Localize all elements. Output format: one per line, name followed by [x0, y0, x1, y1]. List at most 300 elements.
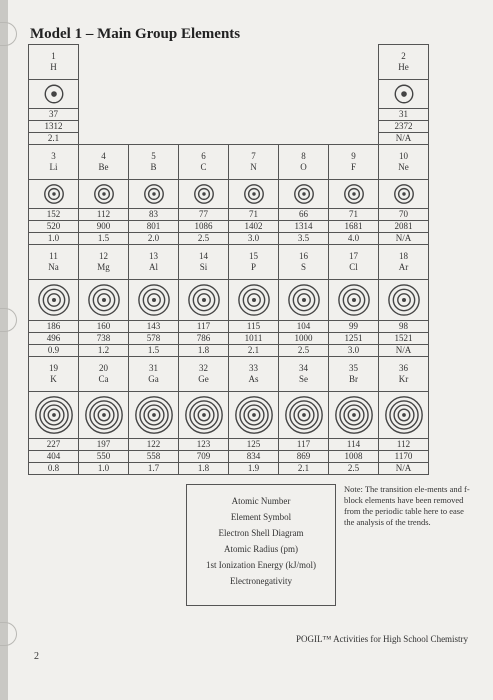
atomic-radius: 186: [29, 321, 79, 333]
atomic-radius: 98: [379, 321, 429, 333]
electron-shell-diagram: [392, 82, 416, 106]
atomic-radius: 37: [29, 109, 79, 121]
atomic-number: 33: [249, 363, 258, 373]
electron-shell-diagram: [186, 282, 222, 318]
element-se-header: [279, 357, 329, 392]
atomic-radius: 123: [179, 439, 229, 451]
electron-shell-diagram: [183, 394, 225, 436]
element-kr-shell-cell: [379, 392, 429, 439]
period-1-radius: [29, 109, 429, 121]
element-ga-shell-cell: [129, 392, 179, 439]
element-as-shell-cell: [229, 392, 279, 439]
nucleus: [202, 413, 206, 417]
atomic-number: 35: [349, 363, 358, 373]
period-3-symbols: [29, 245, 429, 280]
electron-shell-diagram: [92, 182, 116, 206]
element-symbol: Al: [149, 262, 158, 272]
ionization-energy: 900: [79, 221, 129, 233]
period-3-radius: [29, 321, 429, 333]
electronegativity: 1.2: [79, 345, 129, 357]
nucleus: [402, 298, 406, 302]
electronegativity: 2.1: [29, 133, 79, 145]
empty-cell: [329, 121, 379, 133]
ionization-energy: 1402: [229, 221, 279, 233]
atomic-number: 7: [251, 151, 256, 161]
atomic-number: 17: [349, 251, 358, 261]
empty-cell: [129, 45, 179, 80]
atomic-radius: 104: [279, 321, 329, 333]
empty-cell: [279, 133, 329, 145]
element-si-header: [179, 245, 229, 280]
period-4-electronegativity: [29, 463, 429, 475]
electron-shell-diagram: [133, 394, 175, 436]
electronegativity: 1.5: [79, 233, 129, 245]
electron-shell-diagram: [86, 282, 122, 318]
ionization-energy: 1521: [379, 333, 429, 345]
atomic-radius: 31: [379, 109, 429, 121]
atomic-number: 19: [49, 363, 58, 373]
electronegativity: N/A: [379, 233, 429, 245]
element-ar-shell-cell: [379, 280, 429, 321]
element-b-header: [129, 145, 179, 180]
electronegativity: 1.7: [129, 463, 179, 475]
ionization-energy: 520: [29, 221, 79, 233]
element-symbol: N: [250, 162, 257, 172]
element-symbol: Ca: [98, 374, 109, 384]
atomic-number: 6: [201, 151, 206, 161]
element-ge-shell-cell: [179, 392, 229, 439]
period-4-shells: [29, 392, 429, 439]
element-symbol: Ar: [398, 262, 409, 272]
electronegativity: 2.1: [229, 345, 279, 357]
empty-cell: [79, 121, 129, 133]
electronegativity: 2.0: [129, 233, 179, 245]
electron-shell-diagram: [383, 394, 425, 436]
ionization-energy: 1312: [29, 121, 79, 133]
element-li-shell-cell: [29, 180, 79, 209]
element-kr-header: [379, 357, 429, 392]
atomic-radius: 112: [79, 209, 129, 221]
nucleus: [51, 91, 57, 97]
element-n-shell-cell: [229, 180, 279, 209]
atomic-radius: 227: [29, 439, 79, 451]
electron-shell-diagram: [292, 182, 316, 206]
ionization-energy: 1681: [329, 221, 379, 233]
atomic-radius: 160: [79, 321, 129, 333]
element-s-header: [279, 245, 329, 280]
element-symbol: Na: [48, 262, 59, 272]
empty-cell: [279, 45, 329, 80]
atomic-radius: 117: [279, 439, 329, 451]
electronegativity: 1.5: [129, 345, 179, 357]
element-ca-shell-cell: [79, 392, 129, 439]
ionization-energy: 550: [79, 451, 129, 463]
ionization-energy: 786: [179, 333, 229, 345]
period-3-shells: [29, 280, 429, 321]
nucleus: [52, 413, 56, 417]
empty-cell: [279, 109, 329, 121]
element-symbol: K: [50, 374, 57, 384]
atomic-number: 10: [399, 151, 408, 161]
element-he-shell-cell: [379, 80, 429, 109]
binder-hole: [0, 622, 17, 646]
electronegativity: 1.9: [229, 463, 279, 475]
electronegativity: 3.0: [329, 345, 379, 357]
electron-shell-diagram: [136, 282, 172, 318]
electronegativity: 3.0: [229, 233, 279, 245]
electron-shell-diagram: [286, 282, 322, 318]
transition-note: Note: The transition ele-ments and f-block elements have been removed from the periodic table here to ease the analysis of the trends.: [344, 484, 470, 527]
electron-shell-diagram: [42, 182, 66, 206]
period-2-radius: [29, 209, 429, 221]
legend-atomic-number: Atomic Number: [231, 496, 291, 506]
page-title: Model 1 – Main Group Elements: [30, 26, 241, 42]
periodic-table: [28, 44, 429, 475]
electronegativity: 0.8: [29, 463, 79, 475]
electron-shell-diagram: [386, 282, 422, 318]
nucleus: [102, 192, 105, 195]
electronegativity: 2.5: [329, 463, 379, 475]
element-br-header: [329, 357, 379, 392]
legend-element-symbol: Element Symbol: [230, 512, 292, 522]
element-n-header: [229, 145, 279, 180]
ionization-energy: 1008: [329, 451, 379, 463]
element-ne-shell-cell: [379, 180, 429, 209]
empty-cell: [79, 109, 129, 121]
nucleus: [402, 413, 406, 417]
atomic-radius: 125: [229, 439, 279, 451]
empty-cell: [229, 133, 279, 145]
electron-shell-diagram: [33, 394, 75, 436]
ionization-energy: 1000: [279, 333, 329, 345]
nucleus: [352, 413, 356, 417]
nucleus: [302, 298, 306, 302]
ionization-energy: 2081: [379, 221, 429, 233]
legend-box: [186, 484, 336, 606]
element-symbol: P: [250, 262, 256, 272]
empty-cell: [279, 121, 329, 133]
ionization-energy: 558: [129, 451, 179, 463]
atomic-number: 20: [99, 363, 108, 373]
ionization-energy: 578: [129, 333, 179, 345]
period-2-ionization: [29, 221, 429, 233]
element-p-shell-cell: [229, 280, 279, 321]
nucleus: [252, 192, 255, 195]
atomic-radius: 152: [29, 209, 79, 221]
ionization-energy: 709: [179, 451, 229, 463]
atomic-number: 32: [199, 363, 208, 373]
empty-cell: [329, 45, 379, 80]
element-f-shell-cell: [329, 180, 379, 209]
atomic-radius: 99: [329, 321, 379, 333]
period-1-ionization: [29, 121, 429, 133]
nucleus: [401, 91, 407, 97]
atomic-radius: 143: [129, 321, 179, 333]
electron-shell-diagram: [236, 282, 272, 318]
atomic-number: 9: [351, 151, 356, 161]
element-ne-header: [379, 145, 429, 180]
empty-cell: [229, 80, 279, 109]
element-be-shell-cell: [79, 180, 129, 209]
element-symbol: Si: [199, 262, 208, 272]
electronegativity: 2.1: [279, 463, 329, 475]
atomic-radius: 112: [379, 439, 429, 451]
atomic-number: 15: [249, 251, 258, 261]
empty-cell: [179, 80, 229, 109]
atomic-radius: 117: [179, 321, 229, 333]
element-symbol: F: [350, 162, 356, 172]
element-symbol: As: [248, 374, 259, 384]
atomic-radius: 122: [129, 439, 179, 451]
empty-cell: [79, 133, 129, 145]
element-symbol: Ga: [148, 374, 159, 384]
empty-cell: [329, 133, 379, 145]
atomic-radius: 66: [279, 209, 329, 221]
element-be-header: [79, 145, 129, 180]
electronegativity: 3.5: [279, 233, 329, 245]
atomic-number: 11: [49, 251, 58, 261]
element-s-shell-cell: [279, 280, 329, 321]
legend-shell-diagram: Electron Shell Diagram: [218, 528, 304, 538]
element-p-header: [229, 245, 279, 280]
element-h-shell-cell: [29, 80, 79, 109]
atomic-number: 34: [299, 363, 308, 373]
ionization-energy: 1251: [329, 333, 379, 345]
element-symbol: Be: [98, 162, 109, 172]
empty-cell: [129, 133, 179, 145]
element-o-header: [279, 145, 329, 180]
nucleus: [52, 298, 56, 302]
nucleus: [102, 413, 106, 417]
element-cl-header: [329, 245, 379, 280]
empty-cell: [129, 121, 179, 133]
period-4-symbols: [29, 357, 429, 392]
period-3-ionization: [29, 333, 429, 345]
electronegativity: 4.0: [329, 233, 379, 245]
page-number: 2: [34, 651, 39, 662]
electron-shell-diagram: [283, 394, 325, 436]
element-mg-shell-cell: [79, 280, 129, 321]
page-footer: POGIL™ Activities for High School Chemistry: [296, 634, 469, 644]
electron-shell-diagram: [83, 394, 125, 436]
atomic-number: 4: [101, 151, 106, 161]
ionization-energy: 869: [279, 451, 329, 463]
atomic-radius: 197: [79, 439, 129, 451]
electron-shell-diagram: [333, 394, 375, 436]
ionization-energy: 801: [129, 221, 179, 233]
element-k-shell-cell: [29, 392, 79, 439]
electronegativity: N/A: [379, 463, 429, 475]
element-c-shell-cell: [179, 180, 229, 209]
empty-cell: [229, 45, 279, 80]
element-li-header: [29, 145, 79, 180]
empty-cell: [179, 45, 229, 80]
atomic-number: 2: [401, 51, 406, 61]
element-symbol: C: [200, 162, 207, 172]
element-symbol: Kr: [398, 374, 409, 384]
atomic-number: 16: [299, 251, 308, 261]
element-ca-header: [79, 357, 129, 392]
element-symbol: Li: [49, 162, 58, 172]
legend-ionization-energy: 1st Ionization Energy (kJ/mol): [205, 560, 317, 570]
element-symbol: He: [398, 62, 409, 72]
electron-shell-diagram: [142, 182, 166, 206]
period-2-electronegativity: [29, 233, 429, 245]
ionization-energy: 1170: [379, 451, 429, 463]
atomic-number: 36: [399, 363, 408, 373]
nucleus: [252, 298, 256, 302]
ionization-energy: 1314: [279, 221, 329, 233]
element-symbol: H: [50, 62, 57, 72]
element-symbol: Se: [299, 374, 308, 384]
period-4-ionization: [29, 451, 429, 463]
electron-shell-diagram: [36, 282, 72, 318]
empty-cell: [79, 45, 129, 80]
electron-shell-diagram: [336, 282, 372, 318]
nucleus: [202, 192, 205, 195]
element-o-shell-cell: [279, 180, 329, 209]
atomic-radius: 71: [229, 209, 279, 221]
electron-shell-diagram: [342, 182, 366, 206]
element-b-shell-cell: [129, 180, 179, 209]
element-symbol: B: [150, 162, 157, 172]
ionization-energy: 738: [79, 333, 129, 345]
nucleus: [302, 192, 305, 195]
ionization-energy: 2372: [379, 121, 429, 133]
element-symbol: S: [300, 262, 306, 272]
nucleus: [302, 413, 306, 417]
element-br-shell-cell: [329, 392, 379, 439]
atomic-number: 8: [301, 151, 306, 161]
electronegativity: 2.5: [279, 345, 329, 357]
nucleus: [402, 192, 405, 195]
element-symbol: O: [300, 162, 307, 172]
atomic-number: 12: [99, 251, 108, 261]
element-symbol: Ne: [398, 162, 409, 172]
empty-cell: [179, 109, 229, 121]
element-c-header: [179, 145, 229, 180]
ionization-energy: 1086: [179, 221, 229, 233]
ionization-energy: 496: [29, 333, 79, 345]
atomic-radius: 115: [229, 321, 279, 333]
ionization-energy: 404: [29, 451, 79, 463]
element-cl-shell-cell: [329, 280, 379, 321]
empty-cell: [179, 133, 229, 145]
element-symbol: Ge: [198, 374, 209, 384]
element-h-header: [29, 45, 79, 80]
electronegativity: 1.0: [29, 233, 79, 245]
empty-cell: [129, 80, 179, 109]
legend-atomic-radius: Atomic Radius (pm): [224, 544, 298, 554]
period-1-shells: [29, 80, 429, 109]
nucleus: [152, 298, 156, 302]
page-shadow: [0, 0, 8, 700]
nucleus: [352, 192, 355, 195]
nucleus: [52, 192, 55, 195]
binder-hole: [0, 308, 17, 332]
empty-cell: [229, 109, 279, 121]
period-1-symbols: [29, 45, 429, 80]
nucleus: [252, 413, 256, 417]
electron-shell-diagram: [233, 394, 275, 436]
element-symbol: Cl: [349, 262, 358, 272]
electron-shell-diagram: [392, 182, 416, 206]
period-2-shells: [29, 180, 429, 209]
nucleus: [152, 413, 156, 417]
electronegativity: 0.9: [29, 345, 79, 357]
atomic-radius: 70: [379, 209, 429, 221]
electronegativity: 2.5: [179, 233, 229, 245]
element-he-header: [379, 45, 429, 80]
binder-hole: [0, 22, 17, 46]
atomic-number: 1: [51, 51, 56, 61]
empty-cell: [329, 80, 379, 109]
atomic-radius: 114: [329, 439, 379, 451]
element-mg-header: [79, 245, 129, 280]
electron-shell-diagram: [242, 182, 266, 206]
atomic-number: 13: [149, 251, 158, 261]
period-3-electronegativity: [29, 345, 429, 357]
atomic-number: 3: [51, 151, 56, 161]
empty-cell: [329, 109, 379, 121]
atomic-radius: 77: [179, 209, 229, 221]
ionization-energy: 1011: [229, 333, 279, 345]
atomic-number: 5: [151, 151, 156, 161]
element-symbol: Br: [349, 374, 358, 384]
period-1-electronegativity: [29, 133, 429, 145]
nucleus: [352, 298, 356, 302]
element-as-header: [229, 357, 279, 392]
nucleus: [102, 298, 106, 302]
atomic-number: 14: [199, 251, 208, 261]
electron-shell-diagram: [42, 82, 66, 106]
electronegativity: 1.8: [179, 345, 229, 357]
element-al-header: [129, 245, 179, 280]
element-k-header: [29, 357, 79, 392]
element-na-shell-cell: [29, 280, 79, 321]
nucleus: [202, 298, 206, 302]
element-ga-header: [129, 357, 179, 392]
atomic-radius: 83: [129, 209, 179, 221]
electronegativity: 1.0: [79, 463, 129, 475]
atomic-radius: 71: [329, 209, 379, 221]
element-si-shell-cell: [179, 280, 229, 321]
electron-shell-diagram: [192, 182, 216, 206]
element-se-shell-cell: [279, 392, 329, 439]
period-2-symbols: [29, 145, 429, 180]
element-symbol: Mg: [97, 262, 110, 272]
empty-cell: [229, 121, 279, 133]
electronegativity: 1.8: [179, 463, 229, 475]
atomic-number: 31: [149, 363, 158, 373]
element-ge-header: [179, 357, 229, 392]
empty-cell: [129, 109, 179, 121]
element-ar-header: [379, 245, 429, 280]
empty-cell: [279, 80, 329, 109]
ionization-energy: 834: [229, 451, 279, 463]
electronegativity: N/A: [379, 133, 429, 145]
empty-cell: [179, 121, 229, 133]
element-na-header: [29, 245, 79, 280]
empty-cell: [79, 80, 129, 109]
period-4-radius: [29, 439, 429, 451]
electronegativity: N/A: [379, 345, 429, 357]
element-al-shell-cell: [129, 280, 179, 321]
atomic-number: 18: [399, 251, 408, 261]
legend-electronegativity: Electronegativity: [230, 576, 292, 586]
nucleus: [152, 192, 155, 195]
element-f-header: [329, 145, 379, 180]
